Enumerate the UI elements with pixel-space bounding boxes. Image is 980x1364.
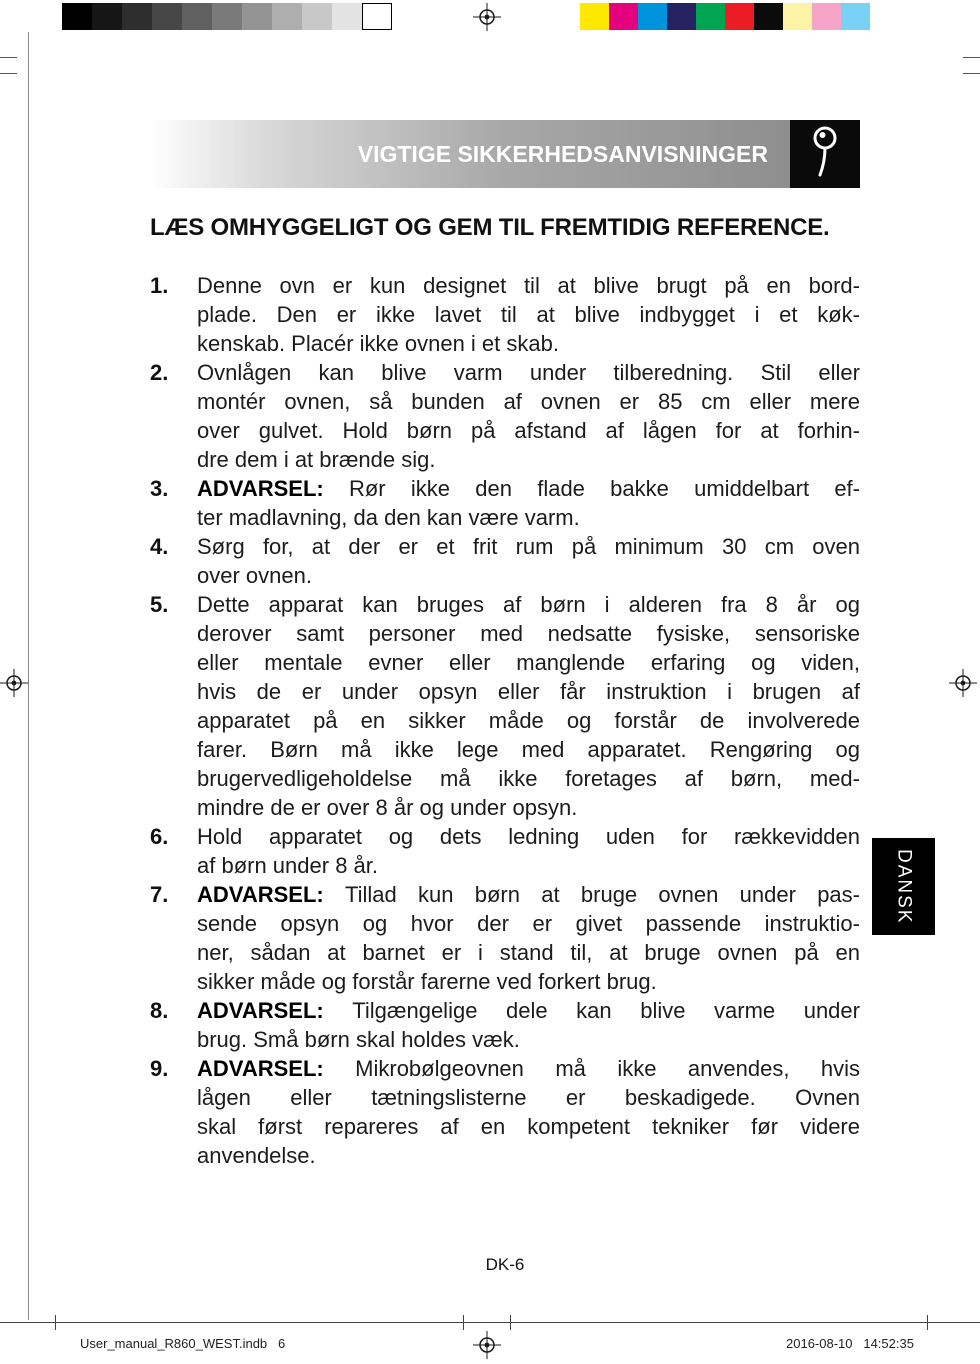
grayscale-swatch	[122, 3, 152, 30]
item-number: 8.	[150, 998, 169, 1023]
item-number: 2.	[150, 360, 169, 385]
item-number: 3.	[150, 476, 169, 501]
item-text-line: hvis de er under opsyn eller får instruktion i brugen af	[197, 679, 860, 704]
item-text-line: brug. Små børn skal holdes væk.	[197, 1027, 520, 1052]
item-number: 7.	[150, 882, 169, 907]
grayscale-swatch	[152, 3, 182, 30]
crop-mark	[963, 57, 980, 58]
item-text-line: derover samt personer med nedsatte fysiske, sensoriske	[197, 621, 860, 646]
section-title: LÆS OMHYGGELIGT OG GEM TIL FREMTIDIG REFERENCE.	[150, 214, 830, 241]
safety-icon-box	[790, 120, 860, 188]
color-swatch	[841, 3, 870, 30]
color-swatch	[667, 3, 696, 30]
grayscale-swatch	[242, 3, 272, 30]
footer-tick	[55, 1315, 56, 1330]
instruction-list	[150, 271, 860, 1170]
instruction-item	[150, 996, 860, 1054]
grayscale-swatch	[272, 3, 302, 30]
page-number: DK-6	[485, 1255, 525, 1274]
instruction-item	[150, 822, 860, 880]
item-text	[197, 358, 860, 474]
color-calibration-bar	[580, 3, 870, 30]
item-text-line: over ovnen.	[197, 563, 312, 588]
page-title: VIGTIGE SIKKERHEDSANVISNINGER	[357, 140, 768, 167]
grayscale-swatch	[362, 3, 392, 30]
color-swatch	[696, 3, 725, 30]
footer-rule	[0, 1322, 980, 1323]
registration-mark-left	[0, 669, 28, 697]
item-text	[197, 590, 860, 822]
item-text-line: ter madlavning, da den kan være varm.	[197, 505, 580, 530]
item-text	[197, 474, 860, 532]
item-text-line: plade. Den er ikke lavet til at blive indbygget i et køk-	[197, 302, 860, 327]
crop-mark	[0, 73, 17, 74]
grayscale-swatch	[212, 3, 242, 30]
item-text-line: farer. Børn må ikke lege med apparatet. Rengøring og	[197, 737, 860, 762]
item-number: 6.	[150, 824, 169, 849]
footer-filename: User_manual_R860_WEST.indb 6	[80, 1336, 286, 1351]
item-text	[197, 271, 860, 358]
item-text	[197, 880, 860, 996]
color-swatch	[812, 3, 841, 30]
item-text-line: Denne ovn er kun designet til at blive brugt på en bord-	[197, 273, 860, 298]
item-text-line: Dette apparat kan bruges af børn i alderen fra 8 år og	[197, 592, 860, 617]
item-text-line: Hold apparatet og dets ledning uden for rækkevidden	[197, 824, 860, 849]
item-text-line: eller mentale evner eller manglende erfaring og viden,	[197, 650, 860, 675]
color-swatch	[725, 3, 754, 30]
item-text-line: Sørg for, at der er et frit rum på minimum 30 cm oven	[197, 534, 860, 559]
item-text-line: brugervedligeholdelse må ikke foretages af børn, med-	[197, 766, 860, 791]
item-text	[197, 996, 860, 1054]
item-text-line: Ovnlågen kan blive varm under tilberedning. Stil eller	[197, 360, 860, 385]
crop-mark	[0, 57, 17, 58]
grayscale-swatch	[302, 3, 332, 30]
item-number: 1.	[150, 273, 169, 298]
instruction-item	[150, 474, 860, 532]
item-text-line: skal først repareres af en kompetent tekniker før videre	[197, 1114, 860, 1139]
grayscale-calibration-bar	[62, 3, 392, 30]
item-text-line: lågen eller tætningslisterne er beskadigede. Ovnen	[197, 1085, 860, 1110]
registration-mark-right	[949, 669, 977, 697]
footer-timestamp: 2016-08-10 14:52:35	[786, 1336, 914, 1351]
warning-label: ADVARSEL:	[197, 1056, 356, 1081]
crop-mark	[963, 73, 980, 74]
grayscale-swatch	[182, 3, 212, 30]
item-text-line: apparatet på en sikker måde og forstår de involverede	[197, 708, 860, 733]
warning-label: ADVARSEL:	[197, 882, 345, 907]
header-gradient	[150, 120, 790, 188]
warning-label: ADVARSEL:	[197, 476, 349, 501]
instruction-item	[150, 1054, 860, 1170]
instruction-item	[150, 590, 860, 822]
item-text-line: ADVARSEL: Rør ikke den flade bakke umiddelbart ef-	[197, 476, 860, 501]
color-swatch	[783, 3, 812, 30]
color-swatch	[580, 3, 609, 30]
item-number: 9.	[150, 1056, 169, 1081]
safety-icon	[806, 125, 844, 184]
item-text	[197, 822, 860, 880]
item-number: 5.	[150, 592, 169, 617]
instruction-item	[150, 532, 860, 590]
grayscale-swatch	[332, 3, 362, 30]
footer-tick	[463, 1315, 464, 1330]
left-margin-line	[28, 32, 29, 1320]
registration-mark-bottom	[473, 1331, 501, 1359]
item-text-line: kenskab. Placér ikke ovnen i et skab.	[197, 331, 559, 356]
footer-tick	[510, 1315, 511, 1330]
warning-label: ADVARSEL:	[197, 998, 353, 1023]
item-text-line: sikker måde og forstår farerne ved forkert brug.	[197, 969, 657, 994]
item-text-line: af børn under 8 år.	[197, 853, 378, 878]
item-text	[197, 532, 860, 590]
item-text-line: mindre de er over 8 år og under opsyn.	[197, 795, 578, 820]
grayscale-swatch	[92, 3, 122, 30]
registration-mark-top	[473, 3, 501, 31]
item-text-line: anvendelse.	[197, 1143, 316, 1168]
item-text-line: ADVARSEL: Mikrobølgeovnen må ikke anvendes, hvis	[197, 1056, 860, 1081]
instruction-item	[150, 880, 860, 996]
instruction-item	[150, 271, 860, 358]
item-text-line: ADVARSEL: Tilgængelige dele kan blive varme under	[197, 998, 860, 1023]
item-number: 4.	[150, 534, 169, 559]
item-text	[197, 1054, 860, 1170]
footer-tick	[927, 1315, 928, 1330]
grayscale-swatch	[62, 3, 92, 30]
header-banner	[150, 120, 860, 188]
item-text-line: ner, sådan at barnet er i stand til, at bruge ovnen på en	[197, 940, 860, 965]
instruction-item	[150, 358, 860, 474]
color-swatch	[754, 3, 783, 30]
item-text-line: sende opsyn og hvor der er givet passende instruktio-	[197, 911, 860, 936]
item-text-line: dre dem i at brænde sig.	[197, 447, 436, 472]
color-swatch	[609, 3, 638, 30]
item-text-line: ADVARSEL: Tillad kun børn at bruge ovnen under pas-	[197, 882, 860, 907]
color-swatch	[638, 3, 667, 30]
item-text-line: montér ovnen, så bunden af ovnen er 85 cm eller mere	[197, 389, 860, 414]
item-text-line: over gulvet. Hold børn på afstand af lågen for at forhin-	[197, 418, 860, 443]
language-tab: DANSK	[872, 838, 935, 935]
